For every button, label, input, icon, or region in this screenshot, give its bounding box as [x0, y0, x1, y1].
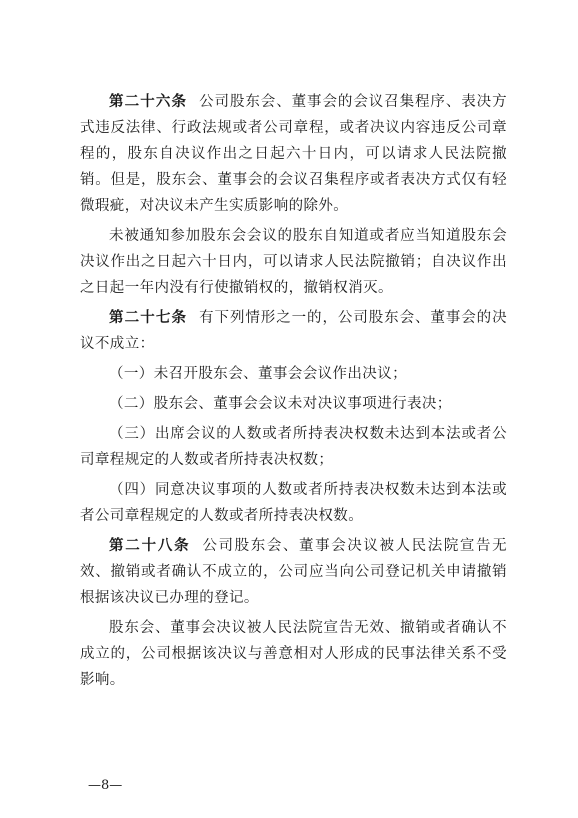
document-body — [80, 89, 507, 697]
article-27-item-3 — [80, 421, 507, 473]
item-text: （四）同意决议事项的人数或者所持表决权数未达到本法或者公司章程规定的人数或者所持表决权数。 — [80, 482, 507, 524]
paragraph-text: 未被通知参加股东会会议的股东自知道或者应当知道股东会决议作出之日起六十日内，可以请求人民法院撤销；自决议作出之日起一年内没有行使撤销权的，撤销权消灭。 — [80, 228, 507, 296]
article-heading: 第二十六条 — [109, 94, 188, 110]
article-26-paragraph-2 — [80, 223, 507, 301]
article-26-paragraph — [80, 89, 507, 219]
item-text: （一）未召开股东会、董事会会议作出决议； — [109, 366, 407, 382]
article-28-paragraph — [80, 533, 507, 611]
article-heading: 第二十七条 — [109, 310, 188, 326]
article-27-paragraph — [80, 305, 507, 357]
article-text: 公司股东会、董事会决议被人民法院宣告无效、撤销或者确认不成立的，公司应当向公司登记机关申请撤销根据该决议已办理的登记。 — [80, 538, 508, 606]
article-27-item-2 — [80, 391, 507, 417]
article-text: 有下列情形之一的，公司股东会、董事会的决议不成立： — [80, 310, 508, 352]
paragraph-text: 股东会、董事会决议被人民法院宣告无效、撤销或者确认不成立的，公司根据该决议与善意相对人形成的民事法律关系不受影响。 — [80, 620, 507, 688]
article-27-item-1 — [80, 361, 507, 387]
article-text: 公司股东会、董事会的会议召集程序、表决方式违反法律、行政法规或者公司章程，或者决议内容违反公司章程的，股东自决议作出之日起六十日内，可以请求人民法院撤销。但是，股东会、董事会的会议召集程序或者表决方式仅有轻微瑕疵，对决议未产生实质影响的除外。 — [80, 94, 508, 214]
item-text: （三）出席会议的人数或者所持表决权数未达到本法或者公司章程规定的人数或者所持表决权数； — [80, 426, 507, 468]
article-heading: 第二十八条 — [109, 538, 191, 554]
article-27-item-4 — [80, 477, 507, 529]
item-text: （二）股东会、董事会会议未对决议事项进行表决； — [109, 396, 452, 412]
page-number: —8— — [88, 778, 123, 793]
article-28-paragraph-2 — [80, 615, 507, 693]
